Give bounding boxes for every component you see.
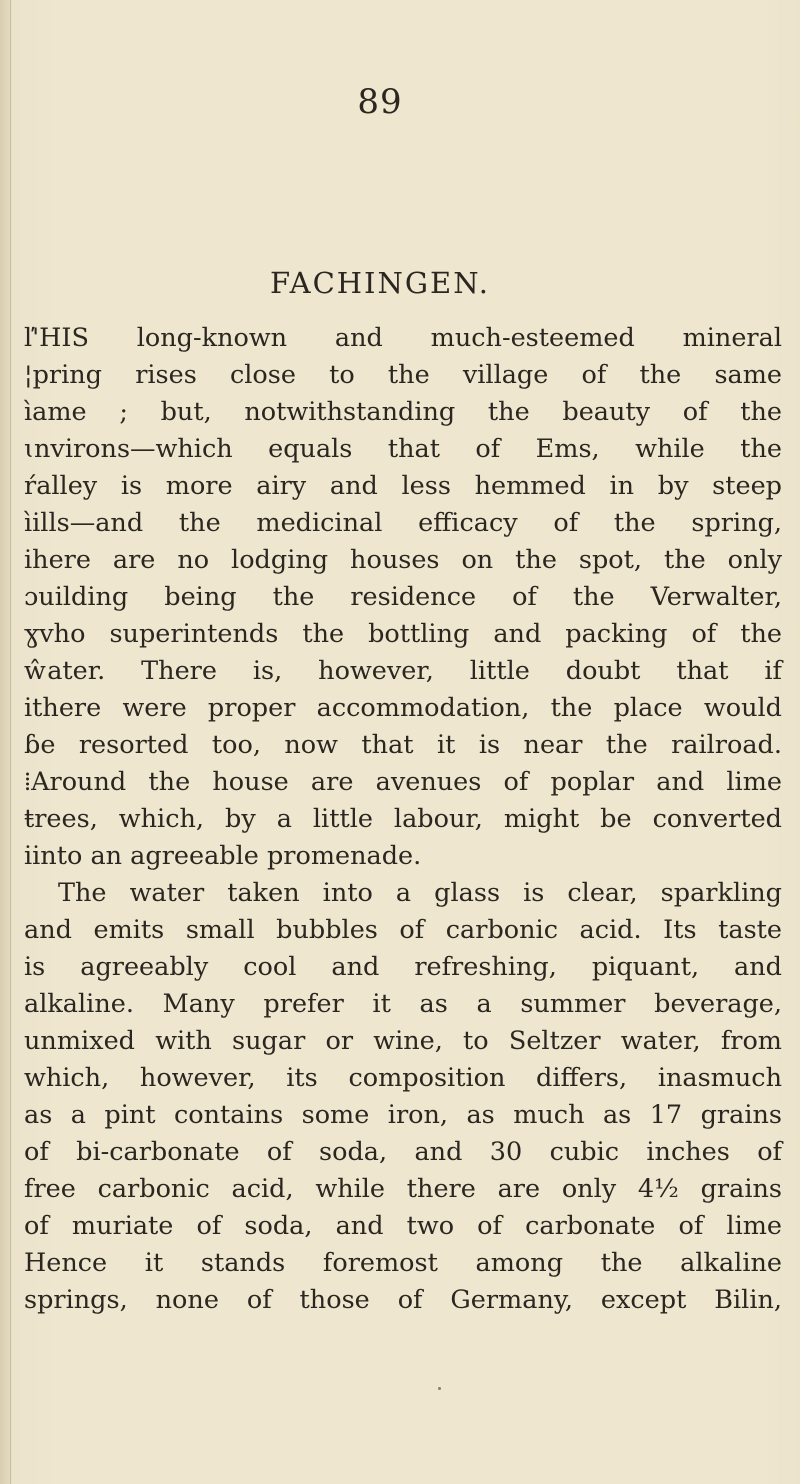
text-line: Hence it stands foremost among the alkaline [24,1248,782,1278]
text-line: ⁞Around the house are avenues of poplar and lime [24,767,782,797]
text-line: springs, none of those of Germany, except Bilin, [24,1285,782,1315]
text-line: as a pint contains some iron, as much as 17 grains [24,1100,782,1130]
text-line: ìame ; but, notwithstanding the beauty of the [24,397,782,427]
text-line: ɔuilding being the residence of the Verwalter, [24,582,782,612]
text-line: The water taken into a glass is clear, sparkling [58,878,782,908]
text-line: of muriate of soda, and two of carbonate of lime [24,1211,782,1241]
text-line: ithere were proper accommodation, the place would [24,693,782,723]
text-line: ɓe resorted too, now that it is near the railroad. [24,730,782,760]
text-line: ľ'HIS long-known and much-esteemed mineral [24,323,782,353]
section-heading: FACHINGEN. [270,266,490,300]
text-line: ŵater. There is, however, little doubt that if [24,656,782,686]
text-line: free carbonic acid, while there are only 4½ grains [24,1174,782,1204]
text-line: and emits small bubbles of carbonic acid. Its taste [24,915,782,945]
text-line: ìills—and the medicinal efficacy of the spring, [24,508,782,538]
text-line: ihere are no lodging houses on the spot, the only [24,545,782,575]
text-line: which, however, its composition differs, inasmuch [24,1063,782,1093]
text-line: alkaline. Many prefer it as a summer beverage, [24,989,782,1019]
text-line: ŧrees, which, by a little labour, might be converted [24,804,782,834]
text-line: iinto an agreeable promenade. [24,841,422,871]
text-line: ɩnvirons—which equals that of Ems, while the [24,434,782,464]
page-number: 89 [357,82,403,122]
text-line: ¦pring rises close to the village of the same [24,360,782,390]
text-line: ɣvho superintends the bottling and packing of the [24,619,782,649]
paper-speck [438,1387,441,1390]
text-line: of bi-carbonate of soda, and 30 cubic inches of [24,1137,782,1167]
page-gutter-edge [0,0,11,1484]
text-line: is agreeably cool and refreshing, piquant, and [24,952,782,982]
text-line: ŕalley is more airy and less hemmed in by steep [24,471,782,501]
text-line: unmixed with sugar or wine, to Seltzer water, from [24,1026,782,1056]
